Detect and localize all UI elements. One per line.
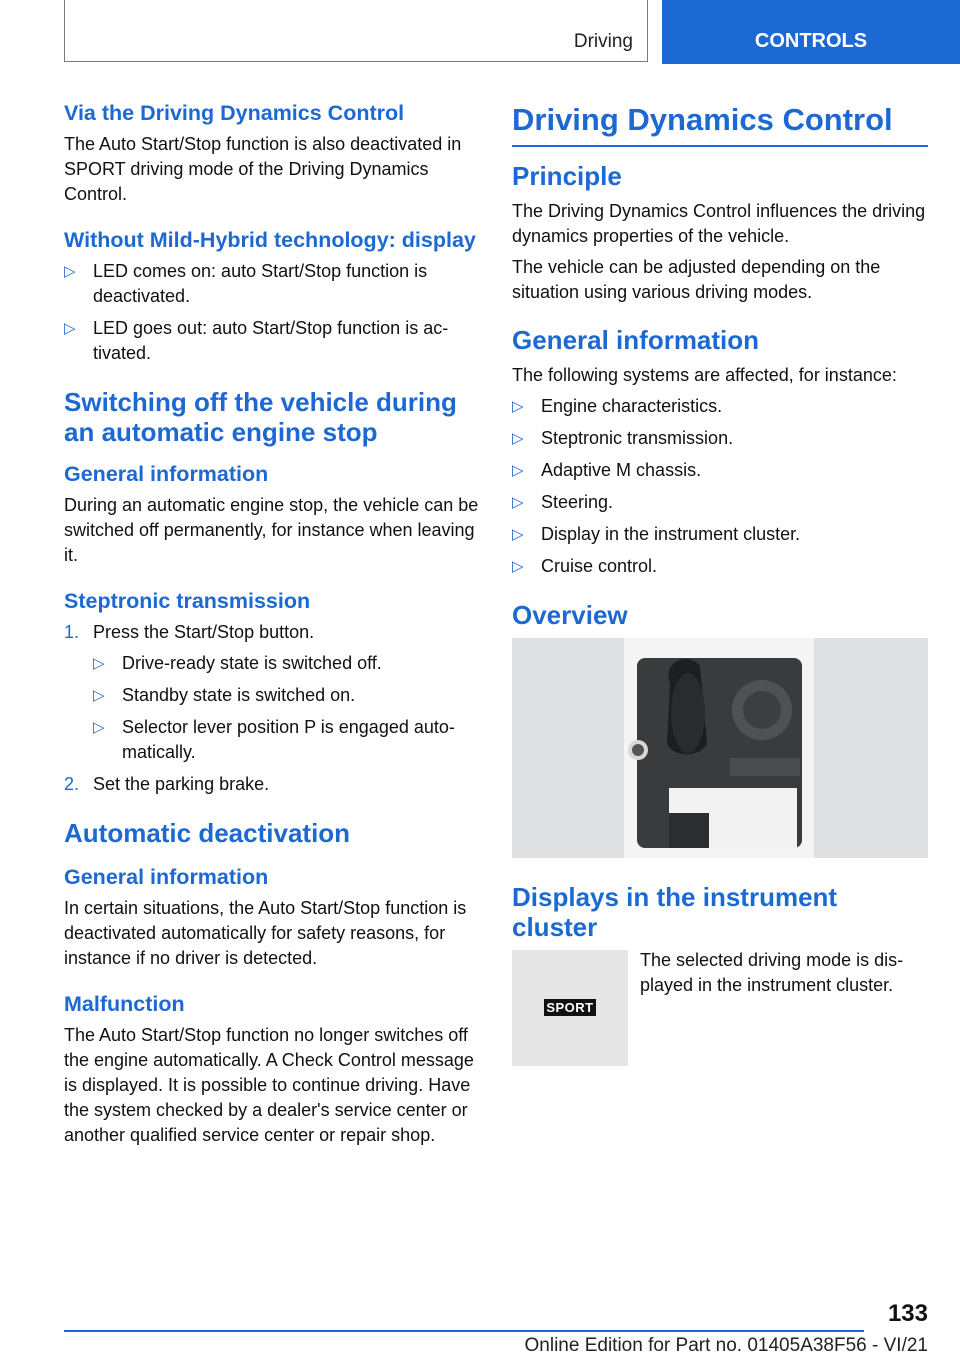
list-item: ▷ Cruise control. [512,554,928,579]
step-sub-list [93,651,480,765]
header-section-box [64,0,648,62]
triangle-bullet-icon: ▷ [512,494,524,511]
automatic-deactivation-heading: Automatic deactivation [64,818,351,848]
affected-systems-list [512,394,928,579]
step-number: 1. [64,622,80,642]
steptronic-heading: Steptronic transmission [64,589,311,613]
displays-text: The selected driving mode is dis‐played in the instrument cluster. [640,950,904,995]
list-item: ▷ Standby state is switched on. [93,683,480,708]
principle-paragraph-1: The Driving Dynamics Control influences the driving dynamics properties of the vehicle. [512,201,926,246]
footer-edition: Online Edition for Part no. 01405A38F56 - VI/21 [524,1335,928,1356]
via-ddc-text: The Auto Start/Stop function is also deactivated in SPORT driving mode of the Driving Dynamics Control. [64,134,462,204]
step-number: 2. [64,774,80,794]
list-item: ▷ LED comes on: auto Start/Stop function is deactivated. [64,261,428,306]
list-item: ▷ Adaptive M chassis. [512,458,928,483]
list-item: ▷ Steering. [512,490,928,515]
triangle-bullet-icon: ▷ [93,687,105,704]
header-chapter-label: CONTROLS [754,29,868,52]
header-chapter-tab [662,0,960,64]
principle-paragraph-2: The vehicle can be adjusted depending on the situation using various driving modes. [512,257,881,302]
list-item: ▷ Drive-ready state is switched off. [93,651,480,676]
step-text: Press the Start/Stop button. [93,622,315,642]
triangle-bullet-icon: ▷ [93,655,105,672]
header-section-title: Driving [573,31,633,52]
general-info-heading-2: General information [64,865,269,889]
general-info-heading-right: General information [512,325,760,355]
overview-heading: Overview [512,600,628,630]
sport-mode-badge: SPORT [544,999,596,1016]
general-info-text-1: During an automatic engine stop, the vehicle can be switched off permanently, for instance when leaving it. [64,495,479,565]
left-column [64,100,480,1154]
list-item: ▷ Steptronic transmission. [512,426,928,451]
step-item [64,620,480,765]
switching-off-heading: Switching off the vehicle during an automatic engine stop [64,387,457,447]
page-number: 133 [887,1300,928,1327]
general-info-text-2: In certain situations, the Auto Start/Stop function is deactivated automatically for safety reasons, for instance if no driver is detected. [64,898,467,968]
triangle-bullet-icon: ▷ [93,719,105,736]
footer-divider [64,1330,864,1332]
displays-block [512,950,928,1070]
triangle-bullet-icon: ▷ [64,320,76,337]
step-text: Set the parking brake. [93,774,270,794]
triangle-bullet-icon: ▷ [64,263,76,280]
via-ddc-heading: Via the Driving Dynamics Control [64,101,405,125]
center-console-illustration [512,638,928,858]
general-info-heading-1: General information [64,462,269,486]
list-item: ▷ LED goes out: auto Start/Stop function is ac‐tivated. [64,318,449,363]
triangle-bullet-icon: ▷ [512,430,524,447]
list-item: ▷ Engine characteristics. [512,394,928,419]
instrument-cluster-image [512,950,628,1066]
list-item: ▷ Selector lever position P is engaged auto‐matically. [93,717,455,762]
without-mild-hybrid-heading: Without Mild-Hybrid technology: display [64,228,476,252]
step-item [64,772,480,797]
steptronic-steps [64,620,480,797]
without-mild-hybrid-list [64,259,480,366]
displays-heading: Displays in the instrument cluster [512,882,838,942]
malfunction-heading: Malfunction [64,992,185,1016]
center-console-image [512,638,928,858]
right-column [512,100,928,1070]
list-item: ▷ Display in the instrument cluster. [512,522,928,547]
triangle-bullet-icon: ▷ [512,558,524,575]
section-title: Driving Dynamics Control [512,100,928,147]
general-info-text-right: The following systems are affected, for instance: [512,365,897,385]
triangle-bullet-icon: ▷ [512,462,524,479]
malfunction-text: The Auto Start/Stop function no longer switches off the engine automatically. A Check Control message is displayed. It is possible to continue driving. Have the system checked by a dealer's service center or another qualified service center or repair shop. [64,1025,474,1145]
triangle-bullet-icon: ▷ [512,398,524,415]
principle-heading: Principle [512,161,622,191]
triangle-bullet-icon: ▷ [512,526,524,543]
